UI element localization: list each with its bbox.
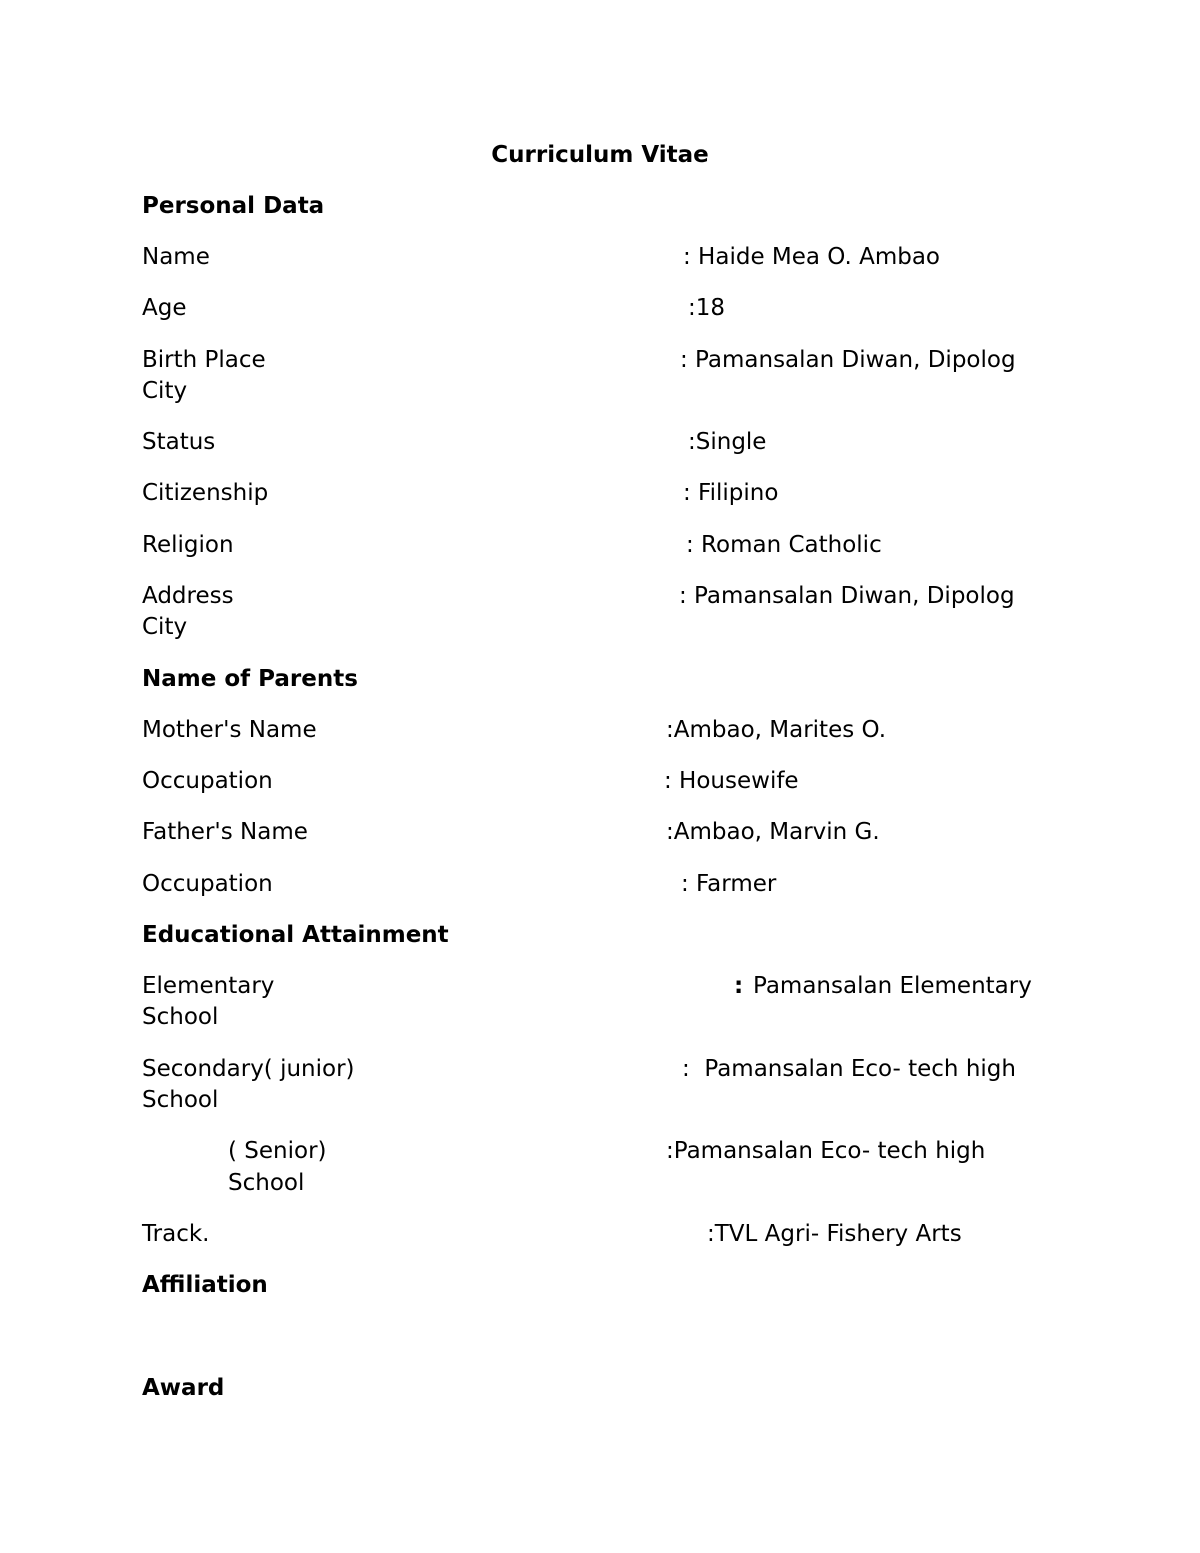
document-title: Curriculum Vitae [491, 142, 709, 168]
father-name-value: :Ambao, Marvin G. [666, 819, 880, 845]
age-label: Age [142, 295, 187, 321]
father-occupation-label: Occupation [142, 871, 273, 897]
citizenship-value: : Filipino [683, 480, 779, 506]
elementary-value-continued: School [142, 1004, 219, 1030]
mother-name-value: :Ambao, Marites O. [666, 717, 887, 743]
personal-data-heading: Personal Data [142, 193, 325, 219]
address-label: Address [142, 583, 234, 609]
address-value: : Pamansalan Diwan, Dipolog [679, 583, 1015, 609]
award-heading: Award [142, 1375, 225, 1401]
secondary-junior-value-continued: School [142, 1087, 219, 1113]
father-name-label: Father's Name [142, 819, 308, 845]
mother-occupation-value: : Housewife [664, 768, 799, 794]
elementary-colon: : [734, 973, 744, 999]
secondary-junior-value: : Pamansalan Eco- tech high [682, 1056, 1016, 1082]
citizenship-label: Citizenship [142, 480, 269, 506]
track-label: Track. [142, 1221, 210, 1247]
birth-place-value: : Pamansalan Diwan, Dipolog [680, 347, 1016, 373]
status-value: :Single [688, 429, 767, 455]
senior-value-continued: School [228, 1170, 305, 1196]
track-value: :TVL Agri- Fishery Arts [707, 1221, 962, 1247]
parents-heading: Name of Parents [142, 666, 358, 692]
elementary-label: Elementary [142, 973, 275, 999]
name-value: : Haide Mea O. Ambao [683, 244, 940, 270]
address-value-continued: City [142, 614, 188, 640]
religion-label: Religion [142, 532, 234, 558]
secondary-junior-label: Secondary( junior) [142, 1056, 355, 1082]
mother-occupation-label: Occupation [142, 768, 273, 794]
religion-value: : Roman Catholic [686, 532, 882, 558]
mother-name-label: Mother's Name [142, 717, 317, 743]
senior-value: :Pamansalan Eco- tech high [666, 1138, 986, 1164]
education-heading: Educational Attainment [142, 922, 449, 948]
age-value: :18 [688, 295, 726, 321]
birth-place-label: Birth Place [142, 347, 266, 373]
elementary-value: Pamansalan Elementary [753, 973, 1032, 999]
affiliation-heading: Affiliation [142, 1272, 268, 1298]
name-label: Name [142, 244, 210, 270]
status-label: Status [142, 429, 216, 455]
birth-place-value-continued: City [142, 378, 188, 404]
father-occupation-value: : Farmer [681, 871, 777, 897]
senior-label: ( Senior) [228, 1138, 327, 1164]
